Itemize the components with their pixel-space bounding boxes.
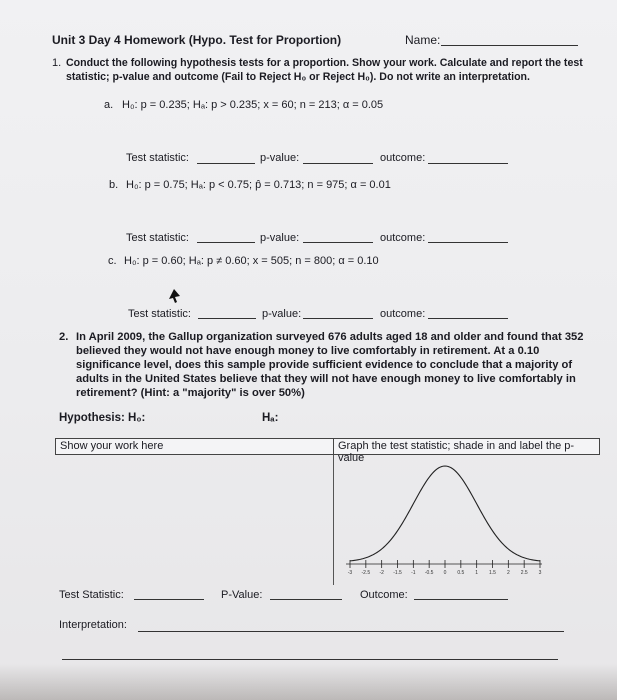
q2-number: 2. bbox=[59, 331, 69, 343]
part-a-pvalue-field[interactable] bbox=[303, 163, 373, 164]
part-c-letter: c. bbox=[108, 255, 117, 267]
axis-tick-label: -2 bbox=[379, 570, 384, 576]
axis-tick-label: 0 bbox=[443, 570, 447, 576]
axis-tick-group bbox=[348, 560, 542, 576]
graph-instruction-label: Graph the test statistic; shade in and label the p-value bbox=[338, 440, 575, 464]
part-c-pvalue-field[interactable] bbox=[303, 318, 373, 319]
axis-tick-label: 3 bbox=[538, 570, 542, 576]
part-a-outcome-field[interactable] bbox=[428, 163, 508, 164]
part-c-outcome-label: outcome: bbox=[380, 308, 426, 320]
part-b-hypotheses: H₀: p = 0.75; Hₐ: p < 0.75; p̂ = 0.713; n = 975; α = 0.01 bbox=[126, 179, 391, 191]
part-a-hypotheses: H₀: p = 0.235; Hₐ: p > 0.235; x = 60; n = 213; α = 0.05 bbox=[122, 99, 384, 111]
axis-tick-label: 1 bbox=[475, 570, 479, 576]
axis-tick-label: 2 bbox=[506, 570, 510, 576]
interpretation-label: Interpretation: bbox=[59, 619, 127, 631]
axis-tick-label: -1.5 bbox=[393, 570, 402, 576]
show-work-box[interactable] bbox=[55, 438, 335, 455]
part-c-outcome-field[interactable] bbox=[428, 318, 508, 319]
q2-test-statistic-label: Test Statistic: bbox=[59, 589, 124, 601]
part-c-test-statistic-field[interactable] bbox=[198, 318, 256, 319]
part-b-test-statistic-label: Test statistic: bbox=[126, 232, 189, 244]
part-a-test-statistic-field[interactable] bbox=[197, 163, 255, 164]
q2-pvalue-label: P-Value: bbox=[221, 589, 263, 601]
axis-tick-label: -2.5 bbox=[361, 570, 371, 576]
show-work-label: Show your work here bbox=[60, 440, 164, 452]
name-field[interactable] bbox=[441, 45, 578, 46]
part-b-letter: b. bbox=[109, 179, 119, 191]
part-c-pvalue-label: p-value: bbox=[262, 308, 302, 320]
normal-curve-graph[interactable] bbox=[340, 456, 546, 578]
part-a-letter: a. bbox=[104, 99, 114, 111]
q2-text-line4: adults in the United States believe that they will not have enough money to live comfortably in bbox=[76, 373, 576, 385]
normal-curve bbox=[350, 466, 540, 561]
q1-instruction-line2: statistic; p-value and outcome (Fail to Reject H₀ or Reject H₀). Do not write an interpretation. bbox=[66, 71, 530, 83]
axis-tick-label: 1.5 bbox=[489, 570, 496, 576]
q2-outcome-label: Outcome: bbox=[360, 589, 408, 601]
axis-tick-label: -3 bbox=[347, 570, 353, 576]
axis-tick-label: -0.5 bbox=[424, 570, 434, 576]
q2-text-line5: retirement? (Hint: a "majority" is over 50%) bbox=[76, 387, 305, 399]
interpretation-line-1[interactable] bbox=[138, 631, 564, 632]
part-b-pvalue-field[interactable] bbox=[303, 242, 373, 243]
part-c-hypotheses: H₀: p = 0.60; Hₐ: p ≠ 0.60; x = 505; n = 800; α = 0.10 bbox=[124, 255, 379, 267]
hypothesis-h0-label: Hypothesis: H₀: bbox=[59, 412, 146, 424]
q2-pvalue-field[interactable] bbox=[270, 599, 342, 600]
q2-text-line3: significance level, does this sample provide sufficient evidence to conclude that a majority of bbox=[76, 359, 573, 371]
hypothesis-ha-label: Hₐ: bbox=[262, 412, 279, 424]
photo-shadow bbox=[0, 664, 617, 700]
part-c-test-statistic-label: Test statistic: bbox=[128, 308, 191, 320]
name-label: Name: bbox=[405, 33, 441, 47]
axis-tick-label: 0.5 bbox=[457, 570, 465, 576]
axis-tick-label: -1 bbox=[411, 570, 416, 576]
part-b-test-statistic-field[interactable] bbox=[197, 242, 255, 243]
interpretation-line-2[interactable] bbox=[62, 659, 558, 660]
part-b-outcome-field[interactable] bbox=[428, 242, 508, 243]
part-a-pvalue-label: p-value: bbox=[260, 152, 300, 164]
q2-text-line1: In April 2009, the Gallup organization surveyed 676 adults aged 18 and older and found that 352 bbox=[76, 331, 584, 343]
q2-outcome-field[interactable] bbox=[414, 599, 508, 600]
graph-box-divider bbox=[333, 455, 334, 585]
axis-tick-label: 2.5 bbox=[520, 570, 528, 576]
part-a-outcome-label: outcome: bbox=[380, 152, 426, 164]
q2-test-statistic-field[interactable] bbox=[134, 599, 204, 600]
mouse-pointer-icon bbox=[168, 288, 182, 304]
q2-text-line2: believed they would not have enough money to live comfortably in retirement. At a 0.10 bbox=[76, 345, 540, 357]
part-a-test-statistic-label: Test statistic: bbox=[126, 152, 189, 164]
part-b-outcome-label: outcome: bbox=[380, 232, 426, 244]
graph-box[interactable] bbox=[333, 438, 600, 464]
page-title: Unit 3 Day 4 Homework (Hypo. Test for Proportion) bbox=[52, 33, 342, 47]
part-b-pvalue-label: p-value: bbox=[260, 232, 300, 244]
q1-instruction-line1: Conduct the following hypothesis tests for a proportion. Show your work. Calculate and report the test bbox=[66, 57, 583, 69]
q1-number: 1. bbox=[52, 57, 62, 69]
